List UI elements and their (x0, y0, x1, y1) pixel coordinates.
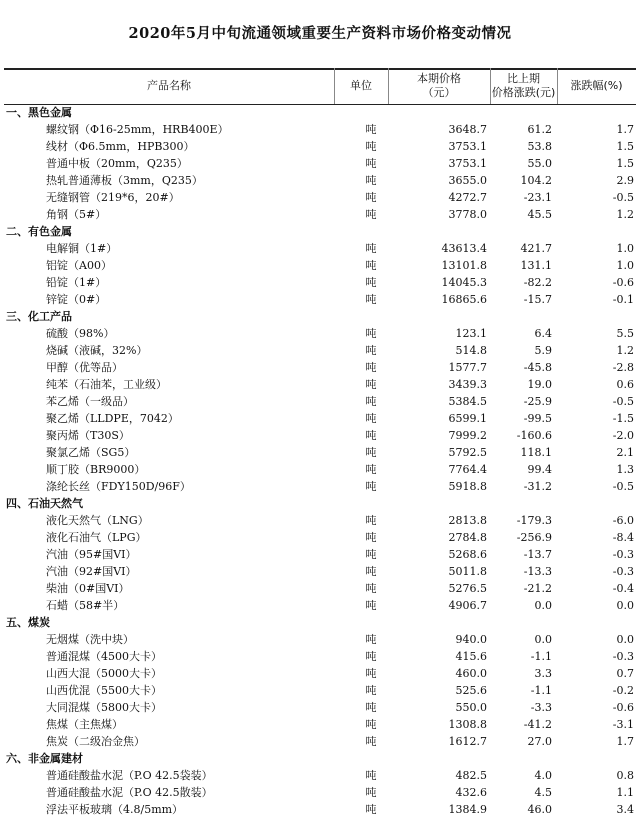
table-row (0, 138, 640, 155)
change-percent-cell: -6.0 (612, 514, 634, 527)
table-row (0, 716, 640, 733)
table-row (0, 206, 640, 223)
price-change-cell: -31.2 (523, 480, 552, 493)
change-percent-cell: 1.2 (616, 208, 634, 221)
unit-cell: 吨 (365, 327, 377, 340)
change-percent-cell: 0.8 (616, 769, 634, 782)
price-change-cell: 421.7 (520, 242, 552, 255)
product-name: 大同混煤（5800大卡） (46, 701, 162, 714)
change-percent-cell: -2.0 (612, 429, 634, 442)
unit-cell: 吨 (365, 412, 377, 425)
product-name: 普通硅酸盐水泥（P.O 42.5袋装） (46, 769, 213, 782)
category-row (0, 308, 640, 325)
price-change-cell: 19.0 (527, 378, 552, 391)
price-cell: 482.5 (455, 769, 487, 782)
product-name: 聚氯乙烯（SG5） (46, 446, 136, 459)
price-cell: 6599.1 (448, 412, 487, 425)
table-row (0, 478, 640, 495)
price-change-cell: -82.2 (523, 276, 552, 289)
change-percent-cell: 2.1 (616, 446, 634, 459)
table-row (0, 427, 640, 444)
price-cell: 3778.0 (448, 208, 487, 221)
price-change-cell: -41.2 (523, 718, 552, 731)
change-percent-cell: -0.6 (612, 276, 634, 289)
unit-cell: 吨 (365, 463, 377, 476)
unit-cell: 吨 (365, 786, 377, 799)
change-percent-cell: 5.5 (616, 327, 634, 340)
product-name: 甲醇（优等品） (46, 361, 123, 374)
header-current-price: 本期价格 （元） (417, 72, 461, 99)
price-change-cell: 61.2 (527, 123, 552, 136)
change-percent-cell: 3.4 (616, 803, 634, 816)
unit-cell: 吨 (365, 429, 377, 442)
price-change-cell: 0.0 (534, 599, 552, 612)
unit-cell: 吨 (365, 344, 377, 357)
product-name: 纯苯（石油苯，工业级） (46, 378, 167, 391)
unit-cell: 吨 (365, 582, 377, 595)
price-cell: 2784.8 (448, 531, 487, 544)
table-row (0, 257, 640, 274)
change-percent-cell: 0.6 (616, 378, 634, 391)
product-name: 柴油（0#国VI） (46, 582, 130, 595)
price-change-cell: 4.0 (534, 769, 552, 782)
table-row (0, 325, 640, 342)
unit-cell: 吨 (365, 735, 377, 748)
product-name: 石蜡（58#半） (46, 599, 125, 612)
unit-cell: 吨 (365, 361, 377, 374)
price-change-cell: 0.0 (534, 633, 552, 646)
unit-cell: 吨 (365, 395, 377, 408)
price-cell: 7764.4 (448, 463, 487, 476)
price-change-cell: -1.1 (530, 684, 552, 697)
table-row (0, 801, 640, 818)
price-change-cell: 53.8 (527, 140, 552, 153)
price-change-cell: -256.9 (516, 531, 552, 544)
price-cell: 3648.7 (448, 123, 487, 136)
category-row (0, 223, 640, 240)
change-percent-cell: -0.1 (612, 293, 634, 306)
price-change-cell: 99.4 (527, 463, 552, 476)
table-row (0, 512, 640, 529)
product-name: 角钢（5#） (46, 208, 107, 221)
price-change-cell: 55.0 (527, 157, 552, 170)
table-row (0, 767, 640, 784)
product-name: 聚丙烯（T30S） (46, 429, 130, 442)
price-cell: 460.0 (455, 667, 487, 680)
unit-cell: 吨 (365, 599, 377, 612)
unit-cell: 吨 (365, 548, 377, 561)
unit-cell: 吨 (365, 514, 377, 527)
unit-cell: 吨 (365, 633, 377, 646)
change-percent-cell: -8.4 (612, 531, 634, 544)
product-name: 山西优混（5500大卡） (46, 684, 162, 697)
table-row (0, 580, 640, 597)
price-cell: 5276.5 (448, 582, 487, 595)
table-row (0, 784, 640, 801)
table-row (0, 155, 640, 172)
table-row (0, 699, 640, 716)
unit-cell: 吨 (365, 293, 377, 306)
table-row (0, 665, 640, 682)
product-name: 铝锭（A00） (46, 259, 112, 272)
change-percent-cell: -0.6 (612, 701, 634, 714)
unit-cell: 吨 (365, 650, 377, 663)
product-name: 焦煤（主焦煤） (46, 718, 123, 731)
price-change-cell: 3.3 (534, 667, 552, 680)
table-row (0, 376, 640, 393)
category-name: 五、煤炭 (6, 616, 50, 629)
category-row (0, 750, 640, 767)
document-title: 2020年5月中旬流通领域重要生产资料市场价格变动情况 (128, 25, 512, 42)
change-percent-cell: 0.0 (616, 633, 634, 646)
header-change-percent: 涨跌幅(%) (570, 79, 623, 92)
table-row (0, 529, 640, 546)
price-cell: 3753.1 (448, 140, 487, 153)
price-change-cell: 6.4 (534, 327, 552, 340)
price-change-cell: -25.9 (523, 395, 552, 408)
unit-cell: 吨 (365, 157, 377, 170)
price-change-cell: -23.1 (523, 191, 552, 204)
header-product-name: 产品名称 (147, 79, 191, 92)
product-name: 液化天然气（LNG） (46, 514, 149, 527)
unit-cell: 吨 (365, 123, 377, 136)
unit-cell: 吨 (365, 718, 377, 731)
change-percent-cell: 1.7 (616, 735, 634, 748)
change-percent-cell: -0.3 (612, 548, 634, 561)
price-cell: 940.0 (455, 633, 487, 646)
table-row (0, 546, 640, 563)
unit-cell: 吨 (365, 259, 377, 272)
price-cell: 16865.6 (441, 293, 487, 306)
change-percent-cell: 1.7 (616, 123, 634, 136)
header-price-change: 比上期 价格涨跌(元) (491, 72, 556, 99)
price-cell: 415.6 (455, 650, 487, 663)
unit-cell: 吨 (365, 701, 377, 714)
category-name: 四、石油天然气 (6, 497, 83, 510)
change-percent-cell: -0.2 (612, 684, 634, 697)
unit-cell: 吨 (365, 174, 377, 187)
product-name: 涤纶长丝（FDY150D/96F） (46, 480, 191, 493)
price-change-cell: 45.5 (527, 208, 552, 221)
unit-cell: 吨 (365, 684, 377, 697)
unit-cell: 吨 (365, 565, 377, 578)
change-percent-cell: -0.5 (612, 395, 634, 408)
price-change-cell: -99.5 (523, 412, 552, 425)
product-name: 电解铜（1#） (46, 242, 118, 255)
product-name: 普通中板（20mm，Q235） (46, 157, 188, 170)
product-name: 普通混煤（4500大卡） (46, 650, 162, 663)
price-cell: 5268.6 (448, 548, 487, 561)
price-cell: 525.6 (455, 684, 487, 697)
table-row (0, 444, 640, 461)
table-row (0, 733, 640, 750)
price-cell: 3753.1 (448, 157, 487, 170)
price-change-cell: 131.1 (520, 259, 552, 272)
price-change-cell: -13.3 (523, 565, 552, 578)
price-change-cell: 5.9 (534, 344, 552, 357)
table-row (0, 682, 640, 699)
price-change-cell: -21.2 (523, 582, 552, 595)
unit-cell: 吨 (365, 276, 377, 289)
unit-cell: 吨 (365, 480, 377, 493)
price-cell: 7999.2 (448, 429, 487, 442)
price-cell: 5792.5 (448, 446, 487, 459)
unit-cell: 吨 (365, 667, 377, 680)
unit-cell: 吨 (365, 208, 377, 221)
category-name: 一、黑色金属 (6, 106, 72, 119)
table-row (0, 648, 640, 665)
unit-cell: 吨 (365, 446, 377, 459)
table-row (0, 359, 640, 376)
product-name: 锌锭（0#） (46, 293, 107, 306)
unit-cell: 吨 (365, 140, 377, 153)
price-change-cell: 118.1 (520, 446, 552, 459)
price-change-cell: -179.3 (516, 514, 552, 527)
product-name: 铅锭（1#） (46, 276, 107, 289)
price-change-cell: 27.0 (527, 735, 552, 748)
product-name: 螺纹钢（Φ16-25mm，HRB400E） (46, 123, 229, 136)
change-percent-cell: 1.5 (616, 140, 634, 153)
change-percent-cell: -0.5 (612, 191, 634, 204)
table-row (0, 240, 640, 257)
change-percent-cell: -0.3 (612, 565, 634, 578)
price-change-cell: -3.3 (530, 701, 552, 714)
price-cell: 1308.8 (448, 718, 487, 731)
product-name: 聚乙烯（LLDPE，7042） (46, 412, 179, 425)
price-cell: 3439.3 (448, 378, 487, 391)
category-row (0, 614, 640, 631)
price-cell: 3655.0 (448, 174, 487, 187)
price-cell: 4272.7 (448, 191, 487, 204)
table-row (0, 563, 640, 580)
table-row (0, 597, 640, 614)
price-cell: 5384.5 (448, 395, 487, 408)
table-row (0, 172, 640, 189)
product-name: 浮法平板玻璃（4.8/5mm） (46, 803, 184, 816)
product-name: 液化石油气（LPG） (46, 531, 147, 544)
change-percent-cell: 0.7 (616, 667, 634, 680)
change-percent-cell: 2.9 (616, 174, 634, 187)
category-name: 六、非金属建材 (6, 752, 83, 765)
product-name: 烧碱（液碱，32%） (46, 344, 148, 357)
table-row (0, 342, 640, 359)
table-body (0, 104, 640, 818)
category-name: 二、有色金属 (6, 225, 72, 238)
price-cell: 13101.8 (441, 259, 487, 272)
change-percent-cell: 1.0 (616, 242, 634, 255)
product-name: 无缝钢管（219*6，20#） (46, 191, 180, 204)
category-name: 三、化工产品 (6, 310, 72, 323)
price-change-cell: -45.8 (523, 361, 552, 374)
table-row (0, 291, 640, 308)
table-row (0, 461, 640, 478)
price-cell: 5011.8 (448, 565, 487, 578)
change-percent-cell: 1.2 (616, 344, 634, 357)
product-name: 普通硅酸盐水泥（P.O 42.5散装） (46, 786, 213, 799)
price-change-cell: 4.5 (534, 786, 552, 799)
unit-cell: 吨 (365, 769, 377, 782)
price-cell: 43613.4 (441, 242, 487, 255)
category-row (0, 495, 640, 512)
product-name: 硫酸（98%） (46, 327, 115, 340)
change-percent-cell: -0.4 (612, 582, 634, 595)
product-name: 线材（Φ6.5mm，HPB300） (46, 140, 195, 153)
change-percent-cell: 0.0 (616, 599, 634, 612)
change-percent-cell: 1.1 (616, 786, 634, 799)
price-cell: 432.6 (455, 786, 487, 799)
product-name: 顺丁胶（BR9000） (46, 463, 146, 476)
category-row (0, 104, 640, 121)
change-percent-cell: -0.3 (612, 650, 634, 663)
price-cell: 514.8 (455, 344, 487, 357)
change-percent-cell: -2.8 (612, 361, 634, 374)
table-row (0, 393, 640, 410)
price-cell: 4906.7 (448, 599, 487, 612)
price-change-cell: -160.6 (516, 429, 552, 442)
change-percent-cell: -1.5 (612, 412, 634, 425)
price-cell: 123.1 (455, 327, 487, 340)
price-cell: 550.0 (455, 701, 487, 714)
price-change-cell: -15.7 (523, 293, 552, 306)
product-name: 苯乙烯（一级品） (46, 395, 134, 408)
header-unit: 单位 (350, 79, 372, 92)
table-row (0, 631, 640, 648)
product-name: 山西大混（5000大卡） (46, 667, 162, 680)
product-name: 无烟煤（洗中块） (46, 633, 134, 646)
product-name: 汽油（95#国VI） (46, 548, 137, 561)
unit-cell: 吨 (365, 803, 377, 816)
price-cell: 1612.7 (448, 735, 487, 748)
price-cell: 1577.7 (448, 361, 487, 374)
unit-cell: 吨 (365, 531, 377, 544)
change-percent-cell: 1.3 (616, 463, 634, 476)
unit-cell: 吨 (365, 191, 377, 204)
price-cell: 14045.3 (441, 276, 487, 289)
change-percent-cell: 1.0 (616, 259, 634, 272)
table-row (0, 189, 640, 206)
price-change-cell: 46.0 (527, 803, 552, 816)
product-name: 汽油（92#国VI） (46, 565, 137, 578)
price-change-cell: -1.1 (530, 650, 552, 663)
unit-cell: 吨 (365, 378, 377, 391)
product-name: 热轧普通薄板（3mm，Q235） (46, 174, 203, 187)
price-cell: 1384.9 (448, 803, 487, 816)
price-change-cell: 104.2 (520, 174, 552, 187)
price-cell: 2813.8 (448, 514, 487, 527)
change-percent-cell: 1.5 (616, 157, 634, 170)
table-row (0, 274, 640, 291)
table-row (0, 121, 640, 138)
unit-cell: 吨 (365, 242, 377, 255)
price-cell: 5918.8 (448, 480, 487, 493)
change-percent-cell: -0.5 (612, 480, 634, 493)
product-name: 焦炭（二级冶金焦） (46, 735, 145, 748)
change-percent-cell: -3.1 (612, 718, 634, 731)
price-change-cell: -13.7 (523, 548, 552, 561)
table-row (0, 410, 640, 427)
